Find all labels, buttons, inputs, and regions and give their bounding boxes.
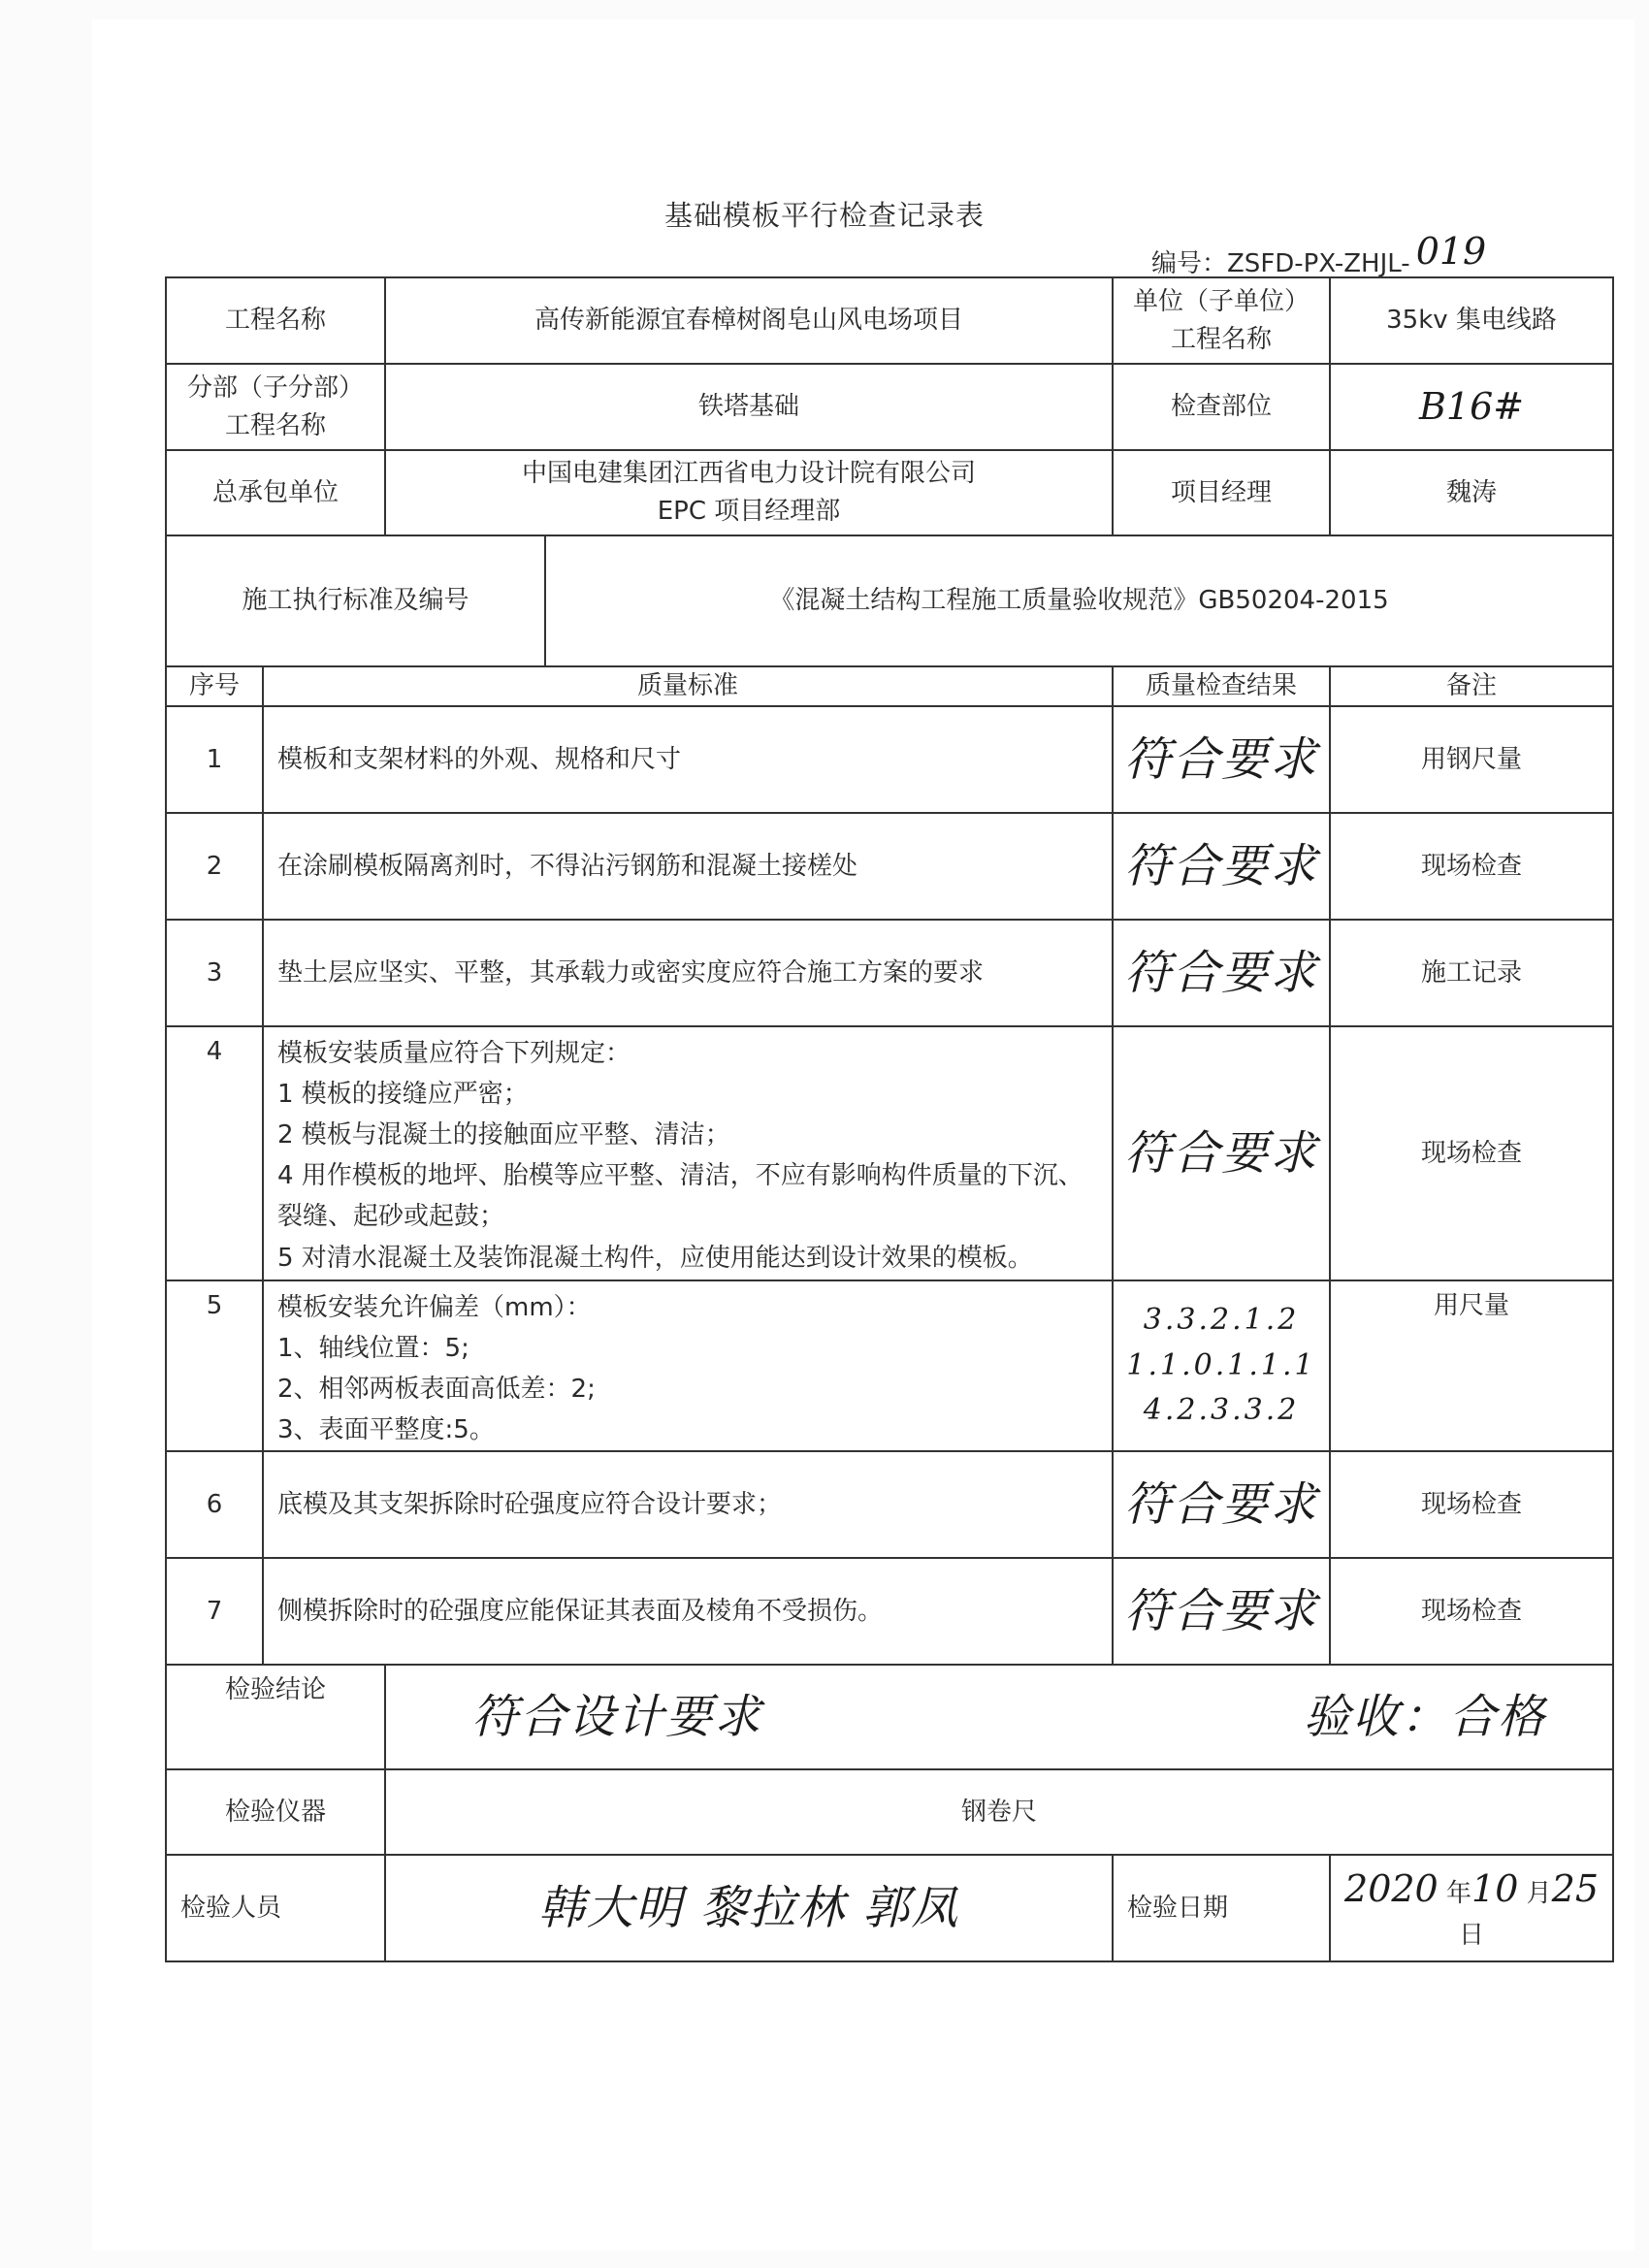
column-no: 序号 [166,666,263,706]
row-standard-line: 1 模板的接缝应严密； [277,1080,529,1110]
instrument-row [166,1769,1613,1855]
row-result [1113,813,1330,920]
row-result-handwritten: 符合要求 [1124,1584,1319,1639]
row-standard-line: 5 对清水混凝土及装饰混凝土构件，应使用能达到设计效果的模板。 [277,1243,1033,1273]
row-result-handwritten: 符合要求 [1124,732,1319,787]
row-result [1113,920,1330,1026]
unit-value: 35kv 集电线路 [1330,277,1613,364]
row-standard-line: 裂缝、起砂或起鼓； [277,1202,505,1232]
unit-label-line2: 工程名称 [1171,324,1273,354]
section-label [166,364,385,450]
column-standard: 质量标准 [263,666,1113,706]
header-row-standard [166,535,1613,666]
row-remark: 用钢尺量 [1330,706,1613,813]
date-value [1330,1855,1613,1961]
table-row [166,1558,1613,1665]
document-number [1151,230,1487,280]
unit-label-line1: 单位（子单位） [1133,286,1310,316]
table-row [166,1026,1613,1280]
row-standard-line: 2、相邻两板表面高低差：2; [277,1375,596,1405]
contractor-line2: EPC 项目经理部 [657,497,841,526]
row-result [1113,706,1330,813]
measurement-line: 4.2.3.3.2 [1143,1393,1300,1428]
document-number-label: 编号：ZSFD-PX-ZHJL- [1151,249,1410,278]
row-no: 2 [166,813,263,920]
row-result [1113,1451,1330,1558]
row-result-handwritten: 符合要求 [1124,1126,1319,1181]
row-standard-line: 1、轴线位置：5; [277,1334,469,1364]
row-result [1113,1026,1330,1280]
table-row [166,813,1613,920]
project-name-value: 高传新能源宜春樟树阁皂山风电场项目 [385,277,1113,364]
row-remark: 现场检查 [1330,1451,1613,1558]
section-label-line2: 工程名称 [225,410,327,440]
row-standard: 侧模拆除时的砼强度应能保证其表面及棱角不受损伤。 [263,1558,1113,1665]
standard-value: 《混凝土结构工程施工质量验收规范》GB50204-2015 [545,535,1613,666]
section-label-line1: 分部（子分部） [187,373,365,403]
row-no: 7 [166,1558,263,1665]
contractor-line1: 中国电建集团江西省电力设计院有限公司 [522,459,977,488]
manager-value: 魏涛 [1330,450,1613,535]
row-result-measurements [1113,1280,1330,1451]
row-standard: 底模及其支架拆除时砼强度应符合设计要求； [263,1451,1113,1558]
column-remark: 备注 [1330,666,1613,706]
row-remark: 用尺量 [1330,1280,1613,1451]
column-result: 质量检查结果 [1113,666,1330,706]
document-title: 基础模板平行检查记录表 [663,199,985,232]
row-result [1113,1558,1330,1665]
date-label: 检验日期 [1113,1855,1330,1961]
row-standard: 垫土层应坚实、平整，其承载力或密实度应符合施工方案的要求 [263,920,1113,1026]
inspector-signatures-handwritten: 韩大明 黎拉林 郭凤 [537,1881,960,1936]
row-remark: 现场检查 [1330,1026,1613,1280]
conclusion-handwritten-2: 验收：合格 [1304,1690,1547,1745]
conclusion-label: 检验结论 [166,1665,385,1769]
row-standard [263,1280,1113,1451]
row-standard-line: 3、表面平整度:5。 [277,1415,495,1445]
table-row [166,1280,1613,1451]
measurement-line: 3.3.2.1.2 [1143,1303,1300,1338]
header-row-project [166,277,1613,364]
row-no: 6 [166,1451,263,1558]
row-no: 3 [166,920,263,1026]
row-standard [263,1026,1113,1280]
date-month-unit: 月 [1526,1879,1552,1909]
conclusion-value [385,1665,1613,1769]
table-row [166,706,1613,813]
header-row-contractor [166,450,1613,535]
row-remark: 现场检查 [1330,813,1613,920]
row-result-handwritten: 符合要求 [1124,839,1319,893]
table-row [166,920,1613,1026]
inspector-signatures [385,1855,1113,1961]
row-no: 4 [166,1026,263,1280]
date-day: 25 [1551,1867,1600,1911]
contractor-label: 总承包单位 [166,450,385,535]
date-year: 2020 [1344,1867,1439,1911]
row-standard: 在涂刷模板隔离剂时，不得沾污钢筋和混凝土接槎处 [263,813,1113,920]
column-header-row [166,666,1613,706]
row-standard-line: 模板安装质量应符合下列规定： [277,1039,631,1068]
row-no: 5 [166,1280,263,1451]
conclusion-row [166,1665,1613,1769]
document-number-handwritten: 019 [1415,230,1487,273]
header-row-section [166,364,1613,450]
manager-label: 项目经理 [1113,450,1330,535]
row-remark: 现场检查 [1330,1558,1613,1665]
project-name-label: 工程名称 [166,277,385,364]
measurement-line: 1.1.0.1.1.1 [1126,1347,1316,1382]
table-row [166,1451,1613,1558]
row-result-handwritten: 符合要求 [1124,946,1319,1000]
conclusion-handwritten-1: 符合设计要求 [471,1690,763,1745]
inspect-part-label: 检查部位 [1113,364,1330,450]
inspect-part-handwritten: B16# [1418,385,1525,428]
instrument-label: 检验仪器 [166,1769,385,1855]
inspector-row [166,1855,1613,1961]
row-standard-line: 2 模板与混凝土的接触面应平整、清洁； [277,1120,730,1150]
inspector-label: 检验人员 [166,1855,385,1961]
row-no: 1 [166,706,263,813]
unit-label [1113,277,1330,364]
date-day-unit: 日 [1459,1921,1485,1951]
instrument-value: 钢卷尺 [385,1769,1613,1855]
inspect-part-value [1330,364,1613,450]
standard-label: 施工执行标准及编号 [166,535,545,666]
inspection-form-table [165,276,1614,1962]
date-year-unit: 年 [1446,1879,1472,1909]
section-value: 铁塔基础 [385,364,1113,450]
date-month: 10 [1471,1867,1519,1911]
row-standard-line: 模板安装允许偏差（mm）： [277,1293,592,1322]
row-result-handwritten: 符合要求 [1124,1477,1319,1533]
row-remark: 施工记录 [1330,920,1613,1026]
row-standard: 模板和支架材料的外观、规格和尺寸 [263,706,1113,813]
contractor-value [385,450,1113,535]
row-standard-line: 4 用作模板的地坪、胎模等应平整、清洁，不应有影响构件质量的下沉、 [277,1161,1083,1191]
